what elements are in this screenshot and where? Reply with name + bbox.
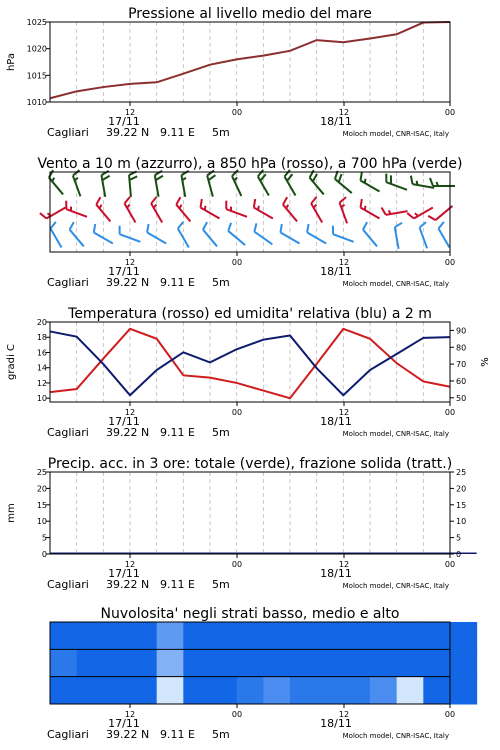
wind-barb-shaft	[125, 203, 136, 222]
cloud-cell	[423, 622, 450, 650]
wind-barb	[94, 224, 113, 243]
cloud-cell	[317, 677, 344, 705]
location-elev: 5m	[212, 276, 230, 289]
y-tick-label: 15	[36, 500, 47, 510]
cloud-cell	[290, 622, 317, 650]
wind-barb-feather	[125, 197, 130, 204]
cloud-cell	[183, 622, 210, 650]
wind-barb-feather	[439, 222, 444, 229]
wind-barb-half-feather	[417, 181, 418, 185]
date-label: 18/11	[320, 415, 352, 428]
x-tick-label: 12	[124, 710, 136, 719]
location-name: Cagliari	[47, 728, 89, 741]
location-elev: 5m	[212, 426, 230, 439]
cloud-cell	[450, 622, 477, 650]
model-credit: Moloch model, CNR-ISAC, Italy	[342, 130, 449, 138]
location-lon: 9.11 E	[160, 426, 195, 439]
y-right-tick-label: 70	[456, 360, 467, 370]
cloud-cell	[450, 649, 477, 677]
y-right-tick-label: 90	[456, 326, 467, 336]
cloud-cell	[370, 649, 397, 677]
wind-barb	[101, 171, 109, 197]
x-tick-label: 12	[124, 408, 136, 417]
y-tick-label: 1020	[26, 44, 47, 54]
x-tick-label: 12	[124, 258, 136, 267]
x-tick-label: 00	[444, 408, 456, 417]
wind-barb-feather	[363, 222, 367, 229]
y-tick-label: 1025	[26, 18, 47, 27]
wind-barb-half-feather	[179, 205, 181, 209]
wind-barb-half-feather	[258, 206, 259, 210]
location-lat: 39.22 N	[106, 728, 150, 741]
wind-barb-feather	[208, 175, 215, 180]
x-tick-label: 00	[444, 710, 456, 719]
wind-barb-feather	[200, 199, 201, 207]
cloud-cell	[237, 622, 264, 650]
wind-barb-feather	[395, 223, 402, 227]
wind-barb-half-feather	[286, 205, 288, 209]
location-elev: 5m	[212, 578, 230, 591]
wind-barb-half-feather	[415, 213, 418, 216]
cloud-cell	[290, 649, 317, 677]
wind-barb-half-feather	[205, 206, 206, 210]
wind-barb-half-feather	[127, 205, 130, 208]
date-label: 18/11	[320, 567, 352, 580]
y-tick-label: 10	[36, 394, 47, 404]
wind-barb	[228, 223, 245, 245]
cloud-cell	[210, 622, 237, 650]
wind-barb-feather	[307, 224, 308, 232]
wind-barb-feather	[428, 216, 435, 220]
wind-barb	[181, 171, 188, 197]
wind-barb-half-feather	[365, 206, 366, 210]
y-right-tick-label: 5	[456, 533, 462, 543]
y-right-axis-label: %	[480, 357, 491, 367]
cloud-cell	[130, 622, 157, 650]
date-label: 18/11	[320, 115, 352, 128]
wind-barb-feather	[254, 223, 256, 231]
cloud-cell	[130, 677, 157, 705]
wind-barb-feather	[156, 176, 163, 180]
date-label: 17/11	[108, 115, 140, 128]
cloud-cell	[450, 677, 477, 705]
location-name: Cagliari	[47, 426, 89, 439]
location-lon: 9.11 E	[160, 578, 195, 591]
y-right-tick-label: 60	[456, 376, 467, 386]
y-right-tick-label: 50	[456, 393, 467, 403]
chart-title: Temperatura (rosso) ed umidita' relativa (blu) a 2 m	[68, 306, 432, 322]
y-right-tick-label: 20	[456, 484, 467, 494]
chart-title: Precip. acc. in 3 ore: totale (verde), frazione solida (tratt.)	[47, 456, 453, 472]
y-axis-label: hPa	[6, 52, 17, 72]
wind-barb-feather	[94, 224, 95, 232]
model-credit: Moloch model, CNR-ISAC, Italy	[342, 280, 449, 288]
chart-title: Nuvolosita' negli strati basso, medio e alto	[100, 606, 400, 622]
wind-barb-shaft	[46, 208, 65, 219]
wind-barb-shaft	[147, 233, 166, 244]
x-tick-label: 12	[338, 108, 350, 117]
wind-barb-feather	[340, 197, 346, 203]
wind-barb-feather	[51, 222, 56, 229]
wind-barb-feather	[203, 222, 207, 229]
wind-barb	[207, 170, 215, 196]
wind-barb-feather	[147, 224, 148, 232]
wind-barb-feather	[96, 197, 100, 204]
location-elev: 5m	[212, 728, 230, 741]
y-tick-label: 12	[36, 378, 47, 388]
x-tick-label: 00	[444, 560, 456, 569]
cloud-cell	[397, 649, 424, 677]
wind-barb-feather	[311, 197, 316, 204]
y-tick-label: 20	[36, 318, 47, 327]
y-right-tick-label: 15	[456, 500, 467, 510]
cloud-cell	[370, 622, 397, 650]
x-tick-label: 00	[231, 560, 243, 569]
wind-barb-shaft	[94, 233, 113, 244]
x-tick-label: 12	[338, 408, 350, 417]
wind-barb	[439, 222, 450, 248]
wind-barb-half-feather	[437, 182, 439, 186]
x-tick-label: 12	[338, 560, 350, 569]
y-tick-label: 1015	[26, 71, 47, 81]
cloud-cell	[343, 622, 370, 650]
wind-barb	[254, 223, 272, 244]
wind-barb-half-feather	[314, 205, 317, 208]
wind-barb-feather	[129, 176, 137, 180]
cloud-cell	[50, 649, 77, 677]
wind-barb-feather	[102, 176, 109, 180]
x-tick-label: 12	[338, 710, 350, 719]
cloud-cell	[157, 622, 184, 650]
wind-barb-feather	[360, 172, 361, 180]
cloud-cell	[77, 677, 104, 705]
wind-barb-half-feather	[154, 205, 157, 208]
cloud-cell	[263, 677, 290, 705]
location-lat: 39.22 N	[106, 276, 150, 289]
wind-barb-shaft	[151, 203, 162, 222]
chart-title: Pressione al livello medio del mare	[128, 6, 372, 22]
wind-barb-shaft	[307, 233, 326, 244]
wind-barb-feather	[381, 208, 385, 215]
x-tick-label: 00	[231, 408, 243, 417]
wind-barb	[430, 178, 455, 186]
wind-barb-feather	[40, 213, 47, 218]
wind-barb-feather	[407, 213, 414, 218]
cloud-cell	[237, 677, 264, 705]
cloud-cell	[130, 649, 157, 677]
cloud-cell	[237, 649, 264, 677]
cloud-cell	[77, 649, 104, 677]
wind-barb	[49, 170, 63, 194]
cloud-cell	[103, 649, 130, 677]
location-elev: 5m	[212, 126, 230, 139]
date-label: 18/11	[320, 265, 352, 278]
x-tick-label: 00	[231, 710, 243, 719]
wind-barb-feather	[228, 223, 231, 231]
wind-barb-shaft	[51, 228, 62, 247]
date-label: 17/11	[108, 717, 140, 730]
cloud-cell	[183, 677, 210, 705]
wind-barb-feather	[411, 176, 413, 184]
date-label: 17/11	[108, 415, 140, 428]
cloud-cell	[210, 649, 237, 677]
cloud-cell	[397, 677, 424, 705]
wind-barb	[155, 171, 163, 197]
cloud-cell	[317, 649, 344, 677]
location-lat: 39.22 N	[106, 578, 150, 591]
cloud-cell	[263, 649, 290, 677]
date-label: 18/11	[320, 717, 352, 730]
cloud-cell	[343, 649, 370, 677]
wind-barb-feather	[176, 197, 180, 204]
wind-barb	[381, 208, 407, 215]
y-right-tick-label: 0	[456, 550, 462, 559]
location-name: Cagliari	[47, 126, 89, 139]
y-tick-label: 10	[36, 517, 47, 527]
wind-barb-shaft	[280, 233, 299, 244]
cloud-cell	[263, 622, 290, 650]
wind-barb-half-feather	[99, 205, 101, 209]
wind-barb	[129, 171, 137, 197]
y-tick-label: 20	[36, 484, 47, 494]
wind-barb-feather	[420, 222, 426, 228]
y-tick-label: 18	[36, 333, 47, 343]
x-tick-label: 00	[444, 258, 456, 267]
wind-barb	[280, 224, 299, 243]
wind-barb-feather	[360, 199, 361, 207]
chart-title: Vento a 10 m (azzurro), a 850 hPa (rosso), a 700 hPa (verde)	[37, 156, 463, 172]
wind-barb	[51, 222, 62, 248]
x-tick-label: 00	[444, 108, 456, 117]
model-credit: Moloch model, CNR-ISAC, Italy	[342, 582, 449, 590]
cloud-cell	[317, 622, 344, 650]
cloud-cell	[157, 649, 184, 677]
wind-barb-half-feather	[75, 178, 78, 181]
wind-barb-feather	[151, 197, 156, 204]
y-right-tick-label: 10	[456, 517, 467, 527]
location-name: Cagliari	[47, 276, 89, 289]
x-tick-label: 00	[231, 258, 243, 267]
cloud-cell	[50, 622, 77, 650]
cloud-cell	[370, 677, 397, 705]
wind-barb-feather	[70, 222, 74, 229]
location-lon: 9.11 E	[160, 276, 195, 289]
pressure-line	[50, 22, 450, 98]
cloud-cell	[157, 677, 184, 705]
wind-barb-feather	[430, 178, 433, 186]
wind-barb-feather	[280, 224, 281, 232]
location-lon: 9.11 E	[160, 728, 195, 741]
wind-barb-shaft	[49, 178, 63, 195]
wind-barb-feather	[339, 174, 342, 182]
cloud-cell	[423, 677, 450, 705]
x-tick-label: 00	[231, 108, 243, 117]
date-label: 17/11	[108, 265, 140, 278]
cloud-cell	[103, 677, 130, 705]
temperature-line	[50, 329, 450, 398]
pressure-frame	[50, 22, 450, 102]
cloud-cell	[183, 649, 210, 677]
wind-barb-shaft	[129, 175, 131, 197]
cloud-cell	[397, 622, 424, 650]
date-label: 17/11	[108, 567, 140, 580]
wind-barb-shaft	[439, 228, 450, 247]
wind-barb-shaft	[311, 203, 322, 222]
cloud-cell	[50, 677, 77, 705]
model-credit: Moloch model, CNR-ISAC, Italy	[342, 430, 449, 438]
location-name: Cagliari	[47, 578, 89, 591]
cloud-cell	[77, 622, 104, 650]
wind-barb	[147, 224, 166, 243]
location-lon: 9.11 E	[160, 126, 195, 139]
cloud-cell	[343, 677, 370, 705]
location-lat: 39.22 N	[106, 126, 150, 139]
x-tick-label: 12	[124, 560, 136, 569]
model-credit: Moloch model, CNR-ISAC, Italy	[342, 732, 449, 740]
y-tick-label: 14	[36, 363, 47, 373]
temp-frame	[50, 322, 450, 402]
wind-barb	[395, 223, 402, 249]
wind-barb-feather	[178, 222, 183, 229]
wind-barb-feather	[283, 197, 287, 204]
wind-barb	[40, 208, 66, 219]
y-tick-label: 5	[41, 533, 47, 543]
y-tick-label: 1010	[26, 98, 47, 107]
wind-barb-half-feather	[341, 205, 344, 208]
cloud-cell	[103, 622, 130, 650]
cloud-cell	[423, 649, 450, 677]
cloud-cell	[210, 677, 237, 705]
wind-barb-half-feather	[52, 178, 54, 182]
precip-frame	[50, 472, 450, 554]
y-axis-label: gradi C	[6, 344, 17, 380]
x-tick-label: 12	[338, 258, 350, 267]
y-tick-label: 16	[36, 348, 47, 358]
y-right-tick-label: 80	[456, 343, 467, 353]
y-tick-label: 25	[36, 468, 47, 477]
y-tick-label: 0	[41, 550, 47, 559]
cloud-cell	[290, 677, 317, 705]
x-tick-label: 12	[124, 108, 136, 117]
y-axis-label: mm	[6, 503, 17, 523]
wind-barb-half-feather	[365, 179, 366, 183]
location-lat: 39.22 N	[106, 426, 150, 439]
wind-barb-feather	[254, 199, 255, 207]
y-right-tick-label: 25	[456, 468, 467, 477]
wind-barb	[307, 224, 326, 243]
humidity-line	[50, 331, 450, 395]
